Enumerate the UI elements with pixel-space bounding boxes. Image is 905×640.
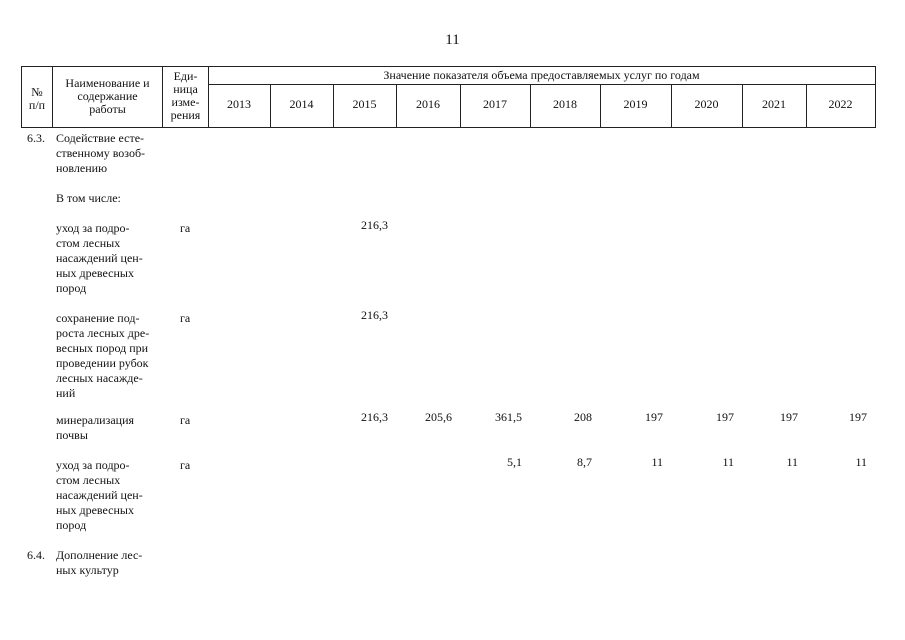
header-col-num (22, 86, 52, 112)
row-name (56, 221, 162, 296)
row-name-line: ных древесных (56, 503, 134, 517)
value-2018: 208 (574, 410, 592, 424)
row-name-line: проведении рубок (56, 356, 149, 370)
row-name-line: ственному возоб- (56, 146, 146, 160)
row-name-line: уход за подро- (56, 221, 130, 235)
header-year-2022: 2022 (828, 97, 853, 111)
row-unit: га (180, 311, 191, 325)
row-name-line: уход за подро- (56, 458, 130, 472)
group-header-divider (208, 84, 875, 85)
value-2017: 361,5 (495, 410, 522, 424)
row-name (56, 131, 162, 176)
row-name-line: Дополнение лес- (56, 548, 143, 562)
table-header-bottom-border (21, 127, 875, 128)
row-name-line: стом лесных (56, 473, 121, 487)
value-2016: 205,6 (425, 410, 452, 424)
row-name (56, 458, 162, 533)
header-col-num-line: № (31, 85, 43, 99)
row-name-line: насаждений цен- (56, 251, 143, 265)
header-year-2021: 2021 (762, 97, 786, 111)
header-col-num-line: п/п (28, 98, 46, 112)
row-unit: га (180, 458, 191, 472)
row-name-line: В том числе: (56, 191, 121, 205)
border-right (875, 66, 876, 128)
row-name-line: ных культур (56, 563, 119, 577)
value-2015: 216,3 (361, 218, 388, 232)
row-name-line: насаждений цен- (56, 488, 143, 502)
row-name-line: лесных насажде- (56, 371, 143, 385)
value-2020: 197 (716, 410, 734, 424)
header-col-unit-line: изме- (171, 95, 200, 109)
header-col-unit-line: ница (173, 82, 198, 96)
row-name-line: сохранение под- (56, 311, 140, 325)
value-2022: 11 (855, 455, 867, 469)
row-unit: га (180, 221, 191, 235)
value-2015: 216,3 (361, 308, 388, 322)
row-name-line: роста лесных дре- (56, 326, 150, 340)
row-number: 6.4. (27, 548, 45, 562)
row-name-line: весных пород при (56, 341, 149, 355)
value-2021: 11 (786, 455, 798, 469)
row-name-line: пород (56, 518, 87, 532)
value-2019: 197 (645, 410, 663, 424)
value-2021: 197 (780, 410, 798, 424)
header-year-2017: 2017 (483, 97, 507, 111)
value-2019: 11 (651, 455, 663, 469)
row-name-line: Содействие есте- (56, 131, 145, 145)
row-name-line: почвы (56, 428, 88, 442)
row-name (56, 548, 162, 578)
value-2020: 11 (722, 455, 734, 469)
row-number: 6.3. (27, 131, 45, 145)
value-2015: 216,3 (361, 410, 388, 424)
header-col-name-line: Наименование и (65, 76, 150, 90)
row-name-line: новлению (56, 161, 108, 175)
row-name (56, 413, 162, 443)
value-2022: 197 (849, 410, 867, 424)
table-top-border (21, 66, 875, 67)
header-year-2013: 2013 (227, 97, 251, 111)
header-group-title: Значение показателя объема предоставляемых услуг по годам (383, 68, 700, 82)
value-2017: 5,1 (507, 455, 522, 469)
header-col-name (53, 77, 162, 116)
row-unit: га (180, 413, 191, 427)
row-name-line: ных древесных (56, 266, 134, 280)
row-name-line: минерализация (56, 413, 135, 427)
header-col-name-line: работы (89, 102, 126, 116)
header-year-2020: 2020 (694, 97, 719, 111)
row-name-line: стом лесных (56, 236, 121, 250)
header-col-unit-line: рения (170, 108, 201, 122)
header-year-2014: 2014 (289, 97, 314, 111)
header-col-name-line: содержание (77, 89, 138, 103)
header-year-2018: 2018 (553, 97, 577, 111)
header-col-unit (163, 70, 208, 122)
value-2018: 8,7 (577, 455, 592, 469)
header-col-unit-line: Еди- (173, 69, 198, 83)
header-year-2015: 2015 (352, 97, 377, 111)
row-name (56, 311, 162, 401)
header-year-2019: 2019 (623, 97, 648, 111)
header-year-2016: 2016 (416, 97, 440, 111)
row-name (56, 191, 162, 206)
row-name-line: пород (56, 281, 87, 295)
page-number: 11 (445, 32, 460, 48)
row-name-line: ний (56, 386, 76, 400)
